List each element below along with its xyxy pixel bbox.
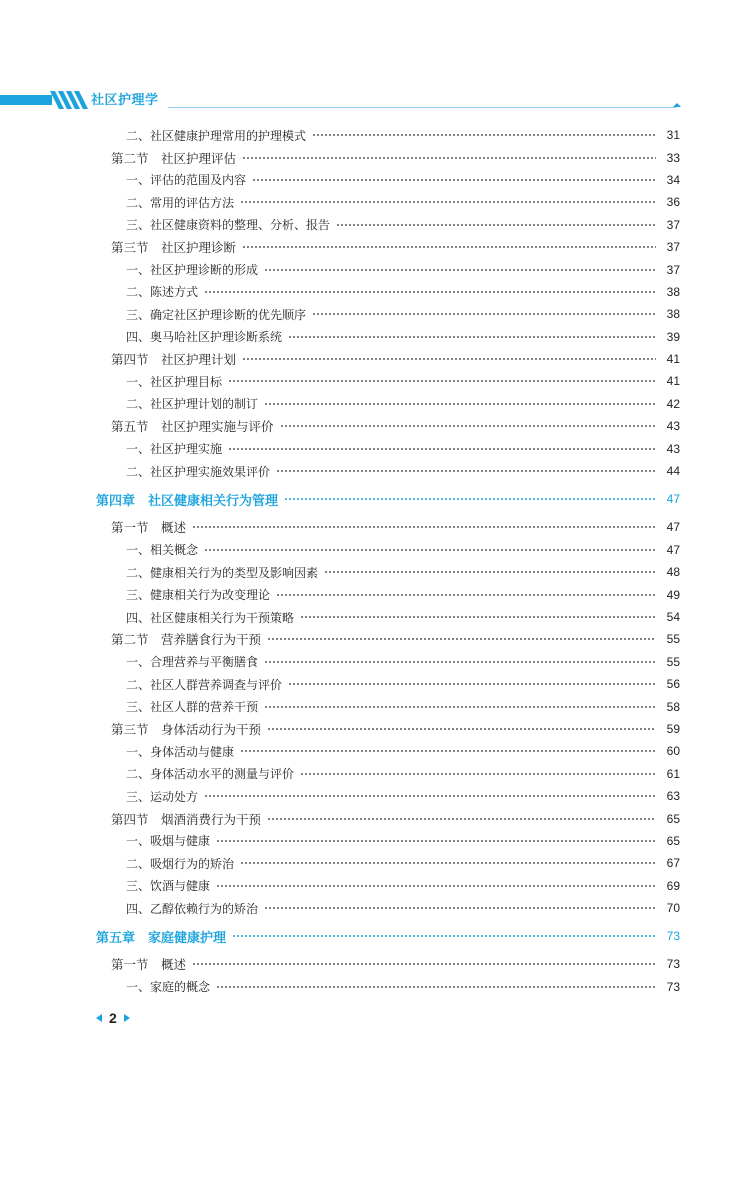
toc-page-number: 47 [666,520,680,535]
toc-page-number: 73 [666,957,680,972]
toc-section-row [0,718,750,740]
toc-item-row [0,583,750,605]
dot-leader [240,201,656,203]
toc-section-row [0,146,750,168]
toc-page-number: 63 [666,789,680,804]
toc-page-number: 73 [666,979,680,994]
dot-leader [280,425,656,427]
toc-entry-title: 一、评估的范围及内容 [126,173,247,188]
toc-page-number: 38 [666,284,680,299]
toc-entry-title: 二、常用的评估方法 [126,195,235,210]
toc-entry-title: 一、社区护理目标 [126,374,223,389]
dot-leader [276,470,656,472]
dot-leader [312,313,656,315]
toc-page-number: 37 [666,262,680,277]
toc-page-number: 37 [666,217,680,232]
header-rule [168,107,676,108]
toc-entry-title: 一、身体活动与健康 [126,744,235,759]
toc-section-row [0,516,750,538]
toc-page-number: 60 [666,744,680,759]
toc-entry-title: 第二节 营养膳食行为干预 [111,632,262,648]
toc-page-number: 55 [666,654,680,669]
toc-page-number: 42 [666,396,680,411]
dot-leader [264,907,656,909]
toc-item-row [0,370,750,392]
running-header [0,88,750,112]
toc-section-row [0,953,750,975]
dot-leader [284,498,656,500]
toc-entry-title: 三、社区人群的营养干预 [126,700,259,715]
toc-entry-title: 第三节 身体活动行为干预 [111,721,262,737]
dot-leader [242,157,656,159]
toc-entry-title: 三、饮酒与健康 [126,879,211,894]
toc-item-row [0,763,750,785]
next-arrow-icon [124,1014,130,1022]
dot-leader [240,750,656,752]
toc-page-number: 59 [666,721,680,736]
toc-item-row [0,303,750,325]
toc-entry-title: 一、家庭的概念 [126,980,211,995]
toc-item-row [0,258,750,280]
toc-page-number: 61 [666,766,680,781]
toc-entry-title: 一、相关概念 [126,543,199,558]
dot-leader [216,986,656,988]
dot-leader [267,638,656,640]
header-triangle-icon [673,103,681,107]
toc-item-row [0,852,750,874]
toc-entry-title: 四、乙醇依赖行为的矫治 [126,901,259,916]
toc-entry-title: 三、运动处方 [126,789,199,804]
toc-entry-title: 四、社区健康相关行为干预策略 [126,610,295,625]
toc-item-row [0,673,750,695]
dot-leader [312,134,656,136]
toc-entry-title: 第一节 概述 [111,520,187,536]
dot-leader [264,661,656,663]
toc-item-row [0,897,750,919]
toc-page-number: 55 [666,632,680,647]
dot-leader [336,224,656,226]
toc-page-number: 56 [666,677,680,692]
toc-entry-title: 一、合理营养与平衡膳食 [126,655,259,670]
toc-item-row [0,976,750,998]
dot-leader [192,526,656,528]
toc-item-row [0,281,750,303]
toc-entry-title: 二、社区人群营养调查与评价 [126,677,283,692]
dot-leader [276,594,656,596]
toc-entry-title: 二、身体活动水平的测量与评价 [126,767,295,782]
dot-leader [267,728,656,730]
toc-page-number: 54 [666,610,680,624]
toc-section-row [0,807,750,829]
toc-entry-title: 一、社区护理实施 [126,442,223,457]
dot-leader [216,840,656,842]
dot-leader [300,773,656,775]
toc-item-row [0,169,750,191]
toc-item-row [0,651,750,673]
toc-item-row [0,561,750,583]
dot-leader [264,706,656,708]
toc-item-row [0,539,750,561]
toc-entry-title: 二、吸烟行为的矫治 [126,856,235,871]
toc-page-number: 36 [666,195,680,210]
toc-item-row [0,460,750,482]
toc-entry-title: 第五节 社区护理实施与评价 [111,419,274,435]
dot-leader [240,862,656,864]
toc-entry-title: 第四节 烟酒消费行为干预 [111,811,262,827]
toc-section-row [0,348,750,370]
toc-entry-title: 二、陈述方式 [126,285,199,300]
toc-entry-title: 四、奥马哈社区护理诊断系统 [126,330,283,345]
toc-page-number: 41 [666,352,680,367]
toc-chapter-row [0,923,750,949]
dot-leader [204,795,656,797]
toc-entry-title: 三、确定社区护理诊断的优先顺序 [126,307,307,322]
dot-leader [204,549,656,551]
dot-leader [242,358,656,360]
toc-page-number: 33 [666,150,680,165]
dot-leader [264,403,656,405]
dot-leader [300,616,656,618]
dot-leader [216,885,656,887]
toc-page-number: 39 [666,329,680,344]
book-title: 社区护理学 [91,93,159,108]
toc-entry-title: 二、健康相关行为的类型及影响因素 [126,565,319,580]
table-of-contents [0,124,750,998]
toc-item-row [0,830,750,852]
toc-page-number: 65 [666,833,680,848]
toc-section-row [0,415,750,437]
toc-entry-title: 第五章 家庭健康护理 [96,930,227,946]
header-accent-bar [0,95,52,105]
toc-item-row [0,393,750,415]
dot-leader [228,380,656,382]
toc-entry-title: 第二节 社区护理评估 [111,150,237,166]
toc-page-number: 37 [666,240,680,255]
previous-arrow-icon [96,1014,102,1022]
dot-leader [288,683,656,685]
toc-item-row [0,326,750,348]
dot-leader [252,179,656,181]
dot-leader [192,963,656,965]
dot-leader [204,291,656,293]
toc-page-number: 73 [666,929,680,944]
toc-page-number: 47 [666,492,680,507]
toc-page-number: 43 [666,419,680,434]
dot-leader [232,935,656,937]
toc-entry-title: 三、健康相关行为改变理论 [126,588,271,603]
toc-item-row [0,740,750,762]
page-footer [96,1010,130,1026]
toc-page-number: 34 [666,172,680,187]
dot-leader [264,269,656,271]
toc-page-number: 44 [666,464,680,479]
toc-item-row [0,214,750,236]
toc-entry-title: 二、社区护理计划的制订 [126,397,259,412]
toc-page-number: 47 [666,542,680,557]
dot-leader [324,571,656,573]
toc-item-row [0,191,750,213]
toc-page-number: 41 [666,374,680,389]
dot-leader [267,818,656,820]
toc-entry-title: 第三节 社区护理诊断 [111,240,237,256]
toc-item-row [0,606,750,628]
dot-leader [288,336,656,338]
toc-page-number: 70 [666,901,680,916]
toc-page-number: 65 [666,811,680,826]
toc-item-row [0,875,750,897]
toc-entry-title: 第一节 概述 [111,957,187,973]
toc-entry-title: 一、社区护理诊断的形成 [126,263,259,278]
toc-page-number: 31 [666,128,680,143]
header-stripes-icon [50,91,90,109]
toc-page-number: 58 [666,699,680,714]
toc-chapter-row [0,486,750,512]
toc-entry-title: 第四章 社区健康相关行为管理 [96,493,279,509]
toc-item-row [0,695,750,717]
dot-leader [242,246,656,248]
toc-section-row [0,628,750,650]
toc-entry-title: 二、社区健康护理常用的护理模式 [126,128,307,143]
toc-page-number: 49 [666,587,680,602]
toc-page-number: 43 [666,441,680,456]
toc-page-number: 48 [666,565,680,580]
toc-entry-title: 一、吸烟与健康 [126,834,211,849]
toc-entry-title: 二、社区护理实施效果评价 [126,464,271,479]
toc-entry-title: 第四节 社区护理计划 [111,352,237,368]
toc-page-number: 69 [666,878,680,893]
toc-item-row [0,785,750,807]
toc-entry-title: 三、社区健康资料的整理、分析、报告 [126,218,331,233]
dot-leader [228,448,656,450]
toc-item-row [0,124,750,146]
toc-page-number: 67 [666,856,680,871]
toc-section-row [0,236,750,258]
toc-page-number: 38 [666,307,680,322]
page-number: 2 [109,1010,117,1026]
toc-item-row [0,437,750,459]
